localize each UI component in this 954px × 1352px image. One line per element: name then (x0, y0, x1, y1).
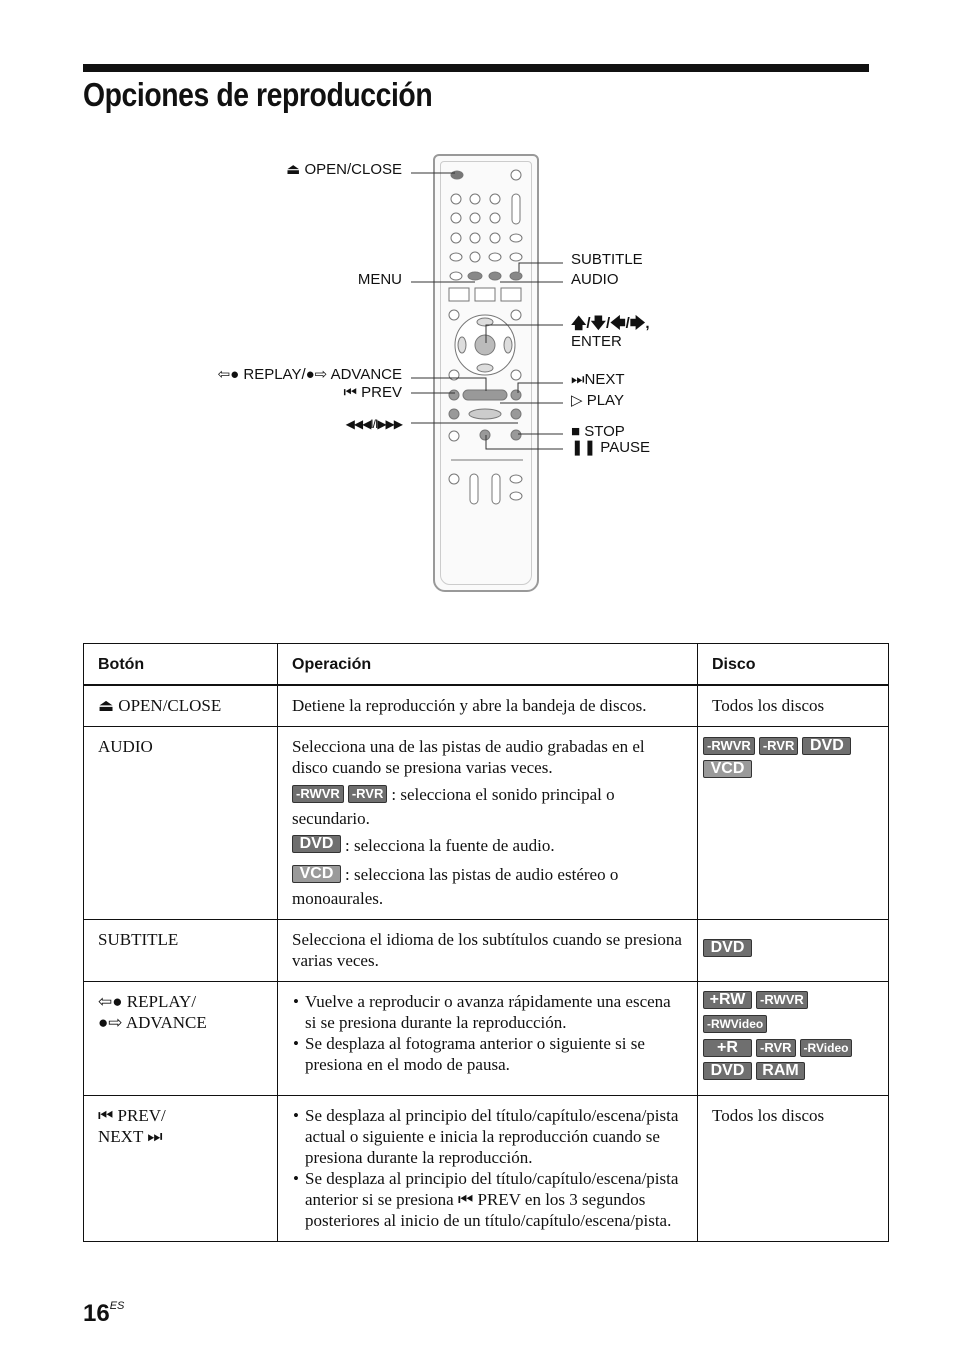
cell-operation (278, 981, 698, 1095)
badge-plusrw: +RW (703, 991, 752, 1009)
operation-rw-text: : selecciona el sonido principal o secundario. (292, 785, 615, 828)
operation-dvd (292, 835, 683, 859)
operations-table (83, 643, 889, 1242)
badge-rvr: -RVR (348, 785, 388, 803)
bullet: • Se desplaza al principio del título/capítulo/escena/pista anterior si se presiona ⏮ PREV en los 3 segundos posteriores al inicio de un título/capítulo/escena/pista. (305, 1168, 683, 1231)
badge-dvd: DVD (703, 939, 752, 957)
page-title: Opciones de reproducción (83, 76, 433, 113)
audio-label: AUDIO (571, 271, 619, 288)
cell-disc: Todos los discos (698, 1096, 889, 1242)
bullet: • Se desplaza al principio del título/capítulo/escena/pista actual o siguiente e inicia la reproducción cuando se presiona durante la reproducción. (305, 1105, 683, 1168)
pause-label: ❚❚ PAUSE (571, 439, 651, 456)
cell-operation (278, 727, 698, 920)
cell-button: ⏏ OPEN/CLOSE (84, 685, 278, 727)
header-operation: Operación (278, 644, 698, 686)
arrows-label: 🡅/🡇/🡄/🡆, (571, 315, 650, 332)
enter-label: ENTER (571, 333, 622, 350)
stop-label: ■ STOP (571, 423, 625, 440)
cell-button: SUBTITLE (84, 919, 278, 981)
badge-ram: RAM (756, 1062, 805, 1080)
table-row (84, 919, 889, 981)
bullet: • Se desplaza al fotograma anterior o siguiente si se presiona en el modo de pausa. (305, 1033, 683, 1075)
scan-slow-label: ◀◀◀I/I▶▶▶ (345, 417, 402, 431)
operation-dvd-text: : selecciona la fuente de audio. (345, 835, 555, 855)
operation-rw (292, 784, 683, 829)
table-row (84, 685, 889, 727)
replay-advance-label: ⇦● REPLAY/●⇨ ADVANCE (217, 366, 402, 383)
play-label: ▷ PLAY (571, 392, 624, 409)
badge-vcd: VCD (292, 865, 341, 883)
button-line: ⇦● REPLAY/ (98, 991, 197, 1011)
badge-dvd: DVD (703, 1062, 752, 1080)
page-number (83, 1300, 124, 1328)
cell-disc: Todos los discos (698, 685, 889, 727)
badge-vcd: VCD (703, 760, 752, 778)
table-header-row (84, 644, 889, 686)
page-number-value: 16 (83, 1300, 110, 1327)
badge-rwvr: -RWVR (756, 991, 808, 1009)
badge-rvr: -RVR (759, 737, 799, 755)
table-row (84, 727, 889, 920)
button-line: ●⇨ ADVANCE (98, 1012, 207, 1032)
badge-rwvideo: -RWVideo (703, 1015, 767, 1033)
badge-rwvr: -RWVR (292, 785, 344, 803)
next-label: ⏭NEXT (571, 371, 625, 388)
bullet: • Vuelve a reproducir o avanza rápidamente una escena si se presiona durante la reproducción. (305, 991, 683, 1033)
cell-disc (698, 981, 889, 1095)
header-disc: Disco (698, 644, 889, 686)
cell-operation (278, 1096, 698, 1242)
badge-dvd: DVD (802, 737, 851, 755)
page-language: ES (109, 1300, 125, 1312)
operation-text: Selecciona una de las pistas de audio grabadas en el disco cuando se presiona varias veces. (292, 737, 645, 777)
table-row (84, 981, 889, 1095)
header-button: Botón (84, 644, 278, 686)
badge-rvideo: -RVideo (800, 1039, 853, 1057)
open-close-label: ⏏ OPEN/CLOSE (286, 161, 402, 178)
badge-rvr: -RVR (756, 1039, 796, 1057)
table-row (84, 1096, 889, 1242)
menu-label: MENU (357, 271, 402, 288)
button-line: ⏮ PREV/ (98, 1106, 166, 1126)
badge-plusr: +R (703, 1039, 752, 1057)
operation-vcd-text: : selecciona las pistas de audio estéreo o monoaurales. (292, 865, 619, 908)
callout-lines (0, 0, 954, 640)
badge-dvd: DVD (292, 835, 341, 853)
cell-disc (698, 727, 889, 920)
prev-label: ⏮ PREV (343, 384, 402, 401)
cell-button (84, 1096, 278, 1242)
cell-disc (698, 919, 889, 981)
operation-vcd (292, 864, 683, 909)
subtitle-label: SUBTITLE (571, 251, 643, 268)
cell-button: AUDIO (84, 727, 278, 920)
badge-rwvr: -RWVR (703, 737, 755, 755)
button-line: NEXT ⏭ (98, 1127, 163, 1147)
cell-operation: Detiene la reproducción y abre la bandeja de discos. (278, 685, 698, 727)
cell-operation: Selecciona el idioma de los subtítulos cuando se presiona varias veces. (278, 919, 698, 981)
cell-button (84, 981, 278, 1095)
